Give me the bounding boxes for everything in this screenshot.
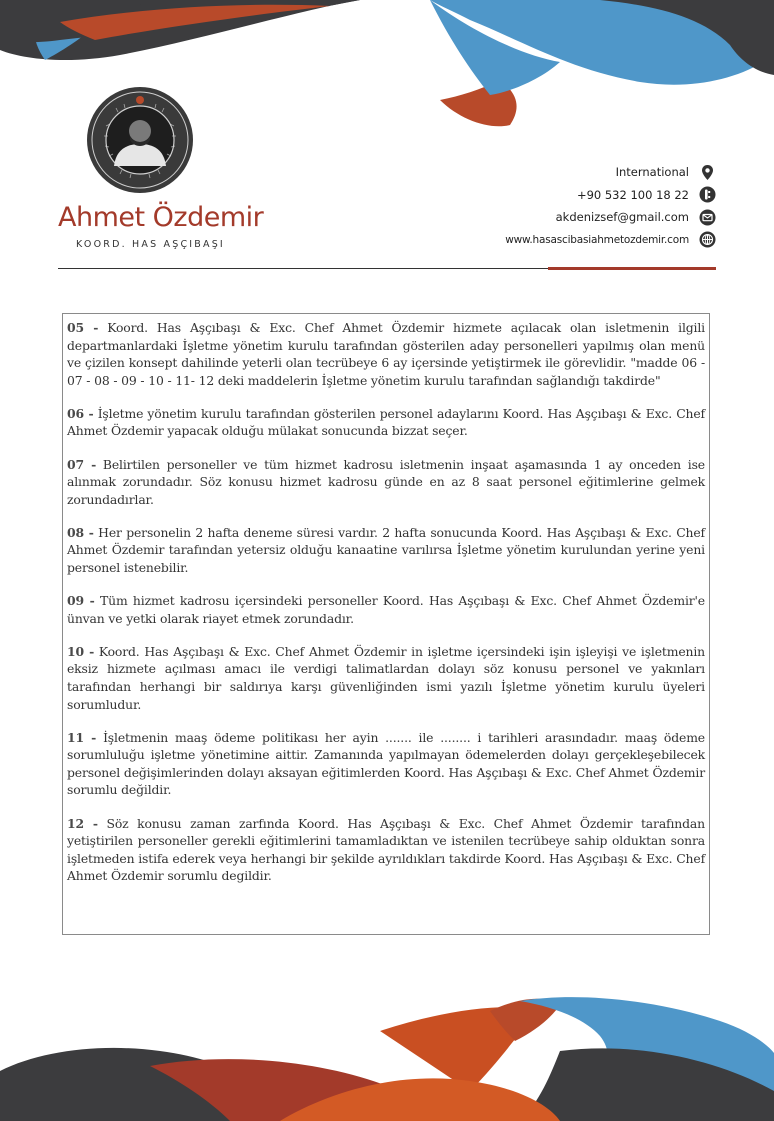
header-divider — [58, 268, 716, 270]
phone-icon — [699, 186, 716, 203]
term-paragraph — [67, 319, 705, 389]
term-number: 07 - — [67, 456, 97, 472]
contact-location — [416, 161, 716, 184]
contract-terms-box — [62, 313, 710, 935]
term-text: Koord. Has Aşçıbaşı & Exc. Chef Ahmet Özdemir hizmete açılacak olan isletmenin ilgili departmanlardaki İşletme yönetim kurulu tarafından gösterilen aday personelleri yapılmış olan menü ve çizilen konsept dahilinde yeterli olan tecrübeye 6 ay içersinde yetiştirmek ile görevlidir. "madde 06 - 07 - 08 - 09 - 10 - 11- 12 deki maddelerin İşletme yönetim kurulu tarafından sağlandığı takdirde" — [67, 320, 705, 388]
term-text: Tüm hizmet kadrosu içersindeki personeller Koord. Has Aşçıbaşı & Exc. Chef Ahmet Özdemir'e ünvan ve yetki olarak riayet etmek zorundadır. — [67, 593, 705, 626]
term-paragraph — [67, 456, 705, 509]
term-paragraph — [67, 815, 705, 885]
location-text: International — [615, 165, 689, 180]
phone-text: +90 532 100 18 22 — [576, 187, 689, 202]
location-pin-icon — [699, 164, 716, 181]
term-paragraph — [67, 405, 705, 440]
term-paragraph — [67, 592, 705, 627]
term-paragraph — [67, 643, 705, 713]
term-text: İşletmenin maaş ödeme politikası her ayin ....... ile ........ i tarihleri arasındadır. maaş ödeme sorumluluğu işletme yönetimine aittir. Zamanında yapılmayan ödemelerden dolayı gerçekleşebilecek personel değişimlerinden dolayı aksayan eğitimlerden Koord. Has Aşçıbaşı & Exc. Chef Ahmet Özdemir sorumlu değildir. — [67, 729, 705, 798]
term-number: 09 - — [67, 593, 95, 609]
contact-email — [416, 206, 716, 229]
term-text: İşletme yönetim kurulu tarafından gösterilen personel adaylarını Koord. Has Aşçıbaşı & Exc. Chef Ahmet Özdemir yapacak olduğu mülakat sonucunda bizzat seçer. — [67, 405, 705, 439]
term-text: Söz konusu zaman zarfında Koord. Has Aşçıbaşı & Exc. Chef Ahmet Özdemir tarafından yetiştirilen personeller gerekli eğitimlerini tamamladıktan ve istenilen tecrübeye sahip olduktan sonra işletmeden istifa ederek veya herhangi bir şekilde ayrıldıkları takdirde Koord. Has Aşçıbaşı & Exc. Chef Ahmet Özdemir sorumlu degildir. — [67, 815, 705, 884]
term-text: Koord. Has Aşçıbaşı & Exc. Chef Ahmet Özdemir in işletme içersindeki işin işleyişi ve işletmenin eksiz hizmete açılması amacı ile verdigi talimatlardan dolayı söz konusu personel ve yakınları tarafından herhangi bir saldırıya karşı güvenliğinden ismi yazılı İşletme yönetim kurulu üyeleri sorumludur. — [67, 643, 705, 712]
term-text: Belirtilen personeller ve tüm hizmet kadrosu isletmenin inşaat aşamasında 1 ay onceden ise alınmak zorundadır. Söz konusu hizmet kadrosu günde en az 8 saat personel eğitimlerine gelmek zorundadırlar. — [67, 456, 705, 507]
contact-website — [416, 229, 716, 252]
term-text: Her personelin 2 hafta deneme süresi vardır. 2 hafta sonucunda Koord. Has Aşçıbaşı & Exc. Chef Ahmet Özdemir tarafından yetersiz olduğu kanaatine varılırsa İşletme yönetim kurulundan yerine yeni personel istenebilir. — [67, 524, 705, 576]
term-number: 08 - — [67, 524, 94, 540]
email-text: akdenizsef@gmail.com — [555, 210, 689, 225]
term-number: 12 - — [67, 815, 98, 831]
person-role: KOORD. HAS AŞÇIBAŞI — [76, 239, 225, 250]
footer-decoration — [0, 991, 774, 1121]
term-number: 05 - — [67, 320, 99, 335]
term-number: 11 - — [67, 729, 97, 745]
chef-logo-emblem — [86, 86, 194, 194]
website-text: www.hasascibasiahmetozdemir.com — [505, 233, 689, 246]
mail-icon — [699, 209, 716, 226]
globe-icon — [699, 231, 716, 248]
term-number: 06 - — [67, 405, 94, 421]
contact-phone — [416, 184, 716, 207]
term-number: 10 - — [67, 643, 95, 659]
contact-block — [416, 161, 716, 251]
person-name: Ahmet Özdemir — [58, 202, 264, 233]
term-paragraph — [67, 729, 705, 799]
term-paragraph — [67, 524, 705, 577]
